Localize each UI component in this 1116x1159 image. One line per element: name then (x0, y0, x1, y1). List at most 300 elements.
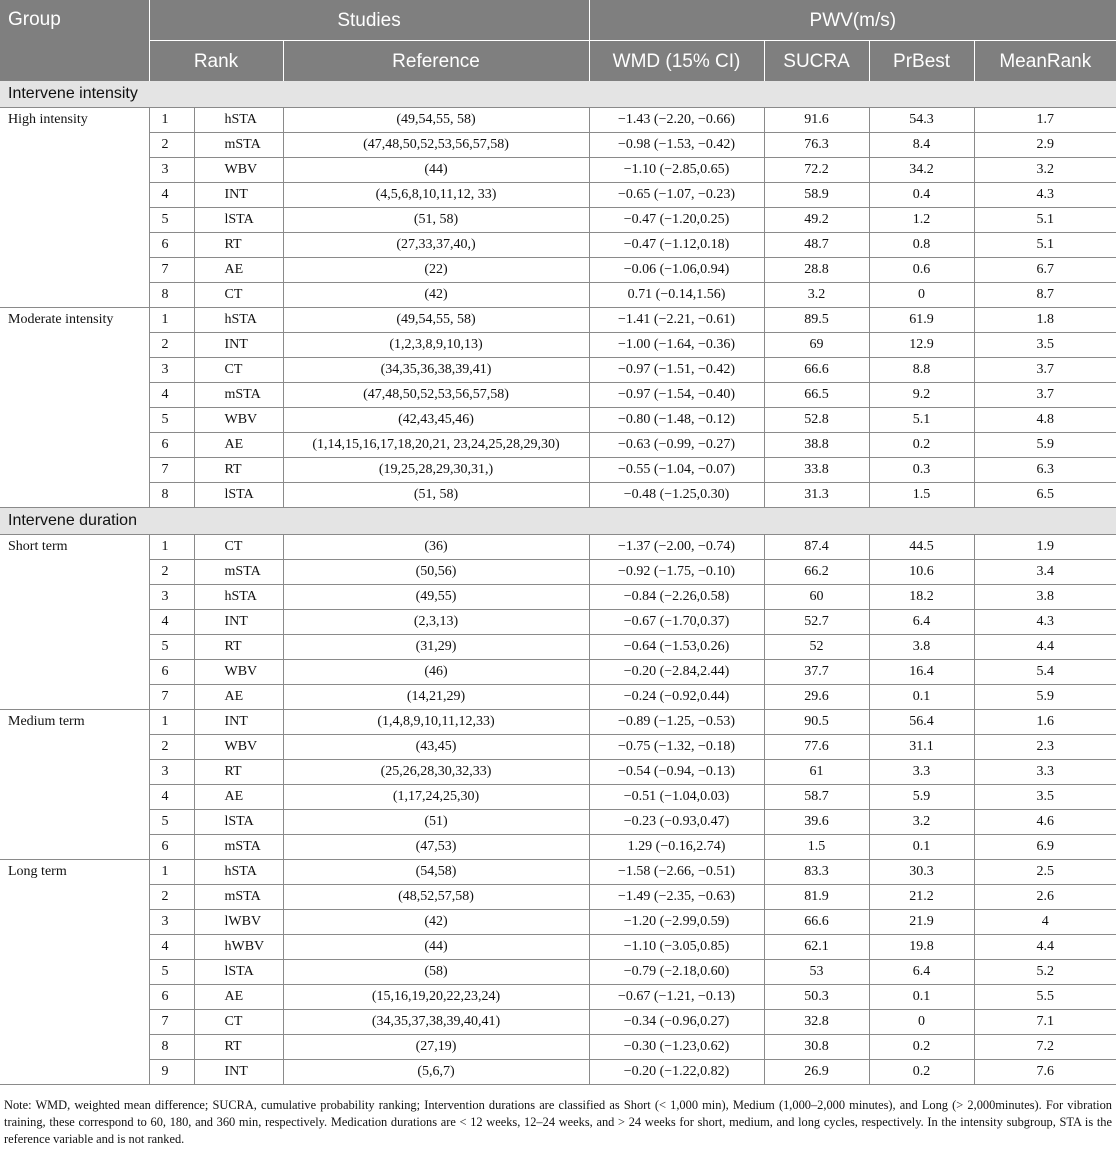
table-row (0, 183, 1116, 208)
wmd-cell: 0.71 (−0.14,1.56) (589, 283, 764, 308)
table-row (0, 760, 1116, 785)
reference-cell: (27,19) (283, 1035, 589, 1060)
reference-cell: (5,6,7) (283, 1060, 589, 1085)
reference-cell: (42) (283, 910, 589, 935)
rank-cell: 6 (149, 433, 194, 458)
table-row (0, 458, 1116, 483)
table-row (0, 735, 1116, 760)
meanrank-cell: 5.9 (974, 685, 1116, 710)
table-row (0, 258, 1116, 283)
rank-cell: 1 (149, 710, 194, 735)
prbest-cell: 30.3 (869, 860, 974, 885)
sucra-cell: 52.7 (764, 610, 869, 635)
reference-cell: (47,48,50,52,53,56,57,58) (283, 133, 589, 158)
reference-cell: (27,33,37,40,) (283, 233, 589, 258)
prbest-cell: 8.8 (869, 358, 974, 383)
table-row (0, 308, 1116, 333)
treatment-cell: INT (194, 333, 283, 358)
rank-cell: 7 (149, 685, 194, 710)
prbest-cell: 3.3 (869, 760, 974, 785)
sucra-cell: 32.8 (764, 1010, 869, 1035)
treatment-cell: AE (194, 258, 283, 283)
treatment-cell: AE (194, 433, 283, 458)
treatment-cell: mSTA (194, 835, 283, 860)
sucra-cell: 77.6 (764, 735, 869, 760)
prbest-cell: 61.9 (869, 308, 974, 333)
wmd-cell: −0.48 (−1.25,0.30) (589, 483, 764, 508)
group-label: Short term (0, 535, 149, 710)
rank-cell: 4 (149, 610, 194, 635)
table-row (0, 810, 1116, 835)
treatment-cell: CT (194, 535, 283, 560)
meanrank-cell: 5.1 (974, 208, 1116, 233)
table-row (0, 358, 1116, 383)
wmd-cell: −0.20 (−2.84,2.44) (589, 660, 764, 685)
meanrank-cell: 2.9 (974, 133, 1116, 158)
wmd-cell: −0.23 (−0.93,0.47) (589, 810, 764, 835)
treatment-cell: INT (194, 1060, 283, 1085)
wmd-cell: −0.67 (−1.70,0.37) (589, 610, 764, 635)
prbest-cell: 1.5 (869, 483, 974, 508)
meanrank-cell: 3.3 (974, 760, 1116, 785)
wmd-cell: −0.64 (−1.53,0.26) (589, 635, 764, 660)
table-row (0, 133, 1116, 158)
meanrank-cell: 1.6 (974, 710, 1116, 735)
table-row (0, 1010, 1116, 1035)
reference-cell: (25,26,28,30,32,33) (283, 760, 589, 785)
header-reference: Reference (283, 41, 589, 82)
meanrank-cell: 4.6 (974, 810, 1116, 835)
sucra-cell: 52 (764, 635, 869, 660)
wmd-cell: −0.47 (−1.20,0.25) (589, 208, 764, 233)
prbest-cell: 5.9 (869, 785, 974, 810)
header-pwv: PWV(m/s) (589, 0, 1116, 41)
meanrank-cell: 6.3 (974, 458, 1116, 483)
wmd-cell: −0.98 (−1.53, −0.42) (589, 133, 764, 158)
reference-cell: (36) (283, 535, 589, 560)
meanrank-cell: 2.3 (974, 735, 1116, 760)
prbest-cell: 21.9 (869, 910, 974, 935)
meanrank-cell: 3.7 (974, 358, 1116, 383)
table-row (0, 935, 1116, 960)
treatment-cell: CT (194, 358, 283, 383)
treatment-cell: INT (194, 183, 283, 208)
rank-cell: 9 (149, 1060, 194, 1085)
sucra-cell: 76.3 (764, 133, 869, 158)
reference-cell: (42,43,45,46) (283, 408, 589, 433)
section-title: Intervene duration (0, 508, 1116, 535)
rank-cell: 1 (149, 308, 194, 333)
header-group: Group (0, 0, 149, 81)
rank-cell: 3 (149, 910, 194, 935)
wmd-cell: −0.63 (−0.99, −0.27) (589, 433, 764, 458)
wmd-cell: −1.37 (−2.00, −0.74) (589, 535, 764, 560)
table-row (0, 158, 1116, 183)
rank-cell: 5 (149, 408, 194, 433)
reference-cell: (22) (283, 258, 589, 283)
table-header (0, 0, 1116, 81)
sucra-cell: 50.3 (764, 985, 869, 1010)
rank-cell: 6 (149, 835, 194, 860)
rank-cell: 4 (149, 383, 194, 408)
treatment-cell: lSTA (194, 960, 283, 985)
sucra-cell: 66.5 (764, 383, 869, 408)
wmd-cell: −0.89 (−1.25, −0.53) (589, 710, 764, 735)
sucra-cell: 58.9 (764, 183, 869, 208)
treatment-cell: WBV (194, 408, 283, 433)
rank-cell: 6 (149, 233, 194, 258)
reference-cell: (50,56) (283, 560, 589, 585)
reference-cell: (51, 58) (283, 208, 589, 233)
treatment-cell: AE (194, 785, 283, 810)
prbest-cell: 8.4 (869, 133, 974, 158)
prbest-cell: 21.2 (869, 885, 974, 910)
treatment-cell: mSTA (194, 885, 283, 910)
prbest-cell: 0.2 (869, 1035, 974, 1060)
meanrank-cell: 5.1 (974, 233, 1116, 258)
prbest-cell: 0.2 (869, 433, 974, 458)
table-row (0, 860, 1116, 885)
sucra-cell: 49.2 (764, 208, 869, 233)
reference-cell: (46) (283, 660, 589, 685)
reference-cell: (1,4,8,9,10,11,12,33) (283, 710, 589, 735)
meanrank-cell: 1.9 (974, 535, 1116, 560)
sucra-cell: 89.5 (764, 308, 869, 333)
sucra-cell: 58.7 (764, 785, 869, 810)
table-row (0, 433, 1116, 458)
section-header-row (0, 81, 1116, 108)
treatment-cell: hSTA (194, 585, 283, 610)
meanrank-cell: 3.8 (974, 585, 1116, 610)
treatment-cell: CT (194, 1010, 283, 1035)
prbest-cell: 6.4 (869, 610, 974, 635)
meanrank-cell: 5.9 (974, 433, 1116, 458)
treatment-cell: lSTA (194, 810, 283, 835)
group-label: Moderate intensity (0, 308, 149, 508)
rank-cell: 8 (149, 1035, 194, 1060)
table-row (0, 985, 1116, 1010)
table-row (0, 208, 1116, 233)
table-row (0, 483, 1116, 508)
sucra-cell: 3.2 (764, 283, 869, 308)
wmd-cell: −0.84 (−2.26,0.58) (589, 585, 764, 610)
treatment-cell: AE (194, 685, 283, 710)
wmd-cell: −0.51 (−1.04,0.03) (589, 785, 764, 810)
table-row (0, 1060, 1116, 1085)
meanrank-cell: 1.7 (974, 108, 1116, 133)
sucra-cell: 91.6 (764, 108, 869, 133)
reference-cell: (49,55) (283, 585, 589, 610)
meanrank-cell: 4.3 (974, 610, 1116, 635)
sucra-cell: 53 (764, 960, 869, 985)
prbest-cell: 6.4 (869, 960, 974, 985)
treatment-cell: mSTA (194, 560, 283, 585)
prbest-cell: 0.1 (869, 835, 974, 860)
meanrank-cell: 7.2 (974, 1035, 1116, 1060)
reference-cell: (44) (283, 935, 589, 960)
wmd-cell: 1.29 (−0.16,2.74) (589, 835, 764, 860)
reference-cell: (51) (283, 810, 589, 835)
treatment-cell: lSTA (194, 483, 283, 508)
sucra-cell: 60 (764, 585, 869, 610)
wmd-cell: −0.24 (−0.92,0.44) (589, 685, 764, 710)
meanrank-cell: 7.6 (974, 1060, 1116, 1085)
wmd-cell: −1.58 (−2.66, −0.51) (589, 860, 764, 885)
rank-cell: 1 (149, 108, 194, 133)
rank-cell: 3 (149, 358, 194, 383)
wmd-cell: −1.10 (−3.05,0.85) (589, 935, 764, 960)
wmd-cell: −1.00 (−1.64, −0.36) (589, 333, 764, 358)
treatment-cell: AE (194, 985, 283, 1010)
rank-cell: 6 (149, 660, 194, 685)
prbest-cell: 0.2 (869, 1060, 974, 1085)
sucra-cell: 72.2 (764, 158, 869, 183)
prbest-cell: 3.2 (869, 810, 974, 835)
prbest-cell: 54.3 (869, 108, 974, 133)
group-label: Medium term (0, 710, 149, 860)
table-row (0, 283, 1116, 308)
header-prbest: PrBest (869, 41, 974, 82)
table-row (0, 333, 1116, 358)
prbest-cell: 0.6 (869, 258, 974, 283)
wmd-cell: −0.92 (−1.75, −0.10) (589, 560, 764, 585)
meanrank-cell: 7.1 (974, 1010, 1116, 1035)
sucra-cell: 38.8 (764, 433, 869, 458)
treatment-cell: mSTA (194, 383, 283, 408)
rank-cell: 2 (149, 735, 194, 760)
reference-cell: (47,48,50,52,53,56,57,58) (283, 383, 589, 408)
sucra-cell: 66.6 (764, 358, 869, 383)
reference-cell: (47,53) (283, 835, 589, 860)
sucra-cell: 37.7 (764, 660, 869, 685)
sucra-cell: 83.3 (764, 860, 869, 885)
sucra-cell: 39.6 (764, 810, 869, 835)
prbest-cell: 18.2 (869, 585, 974, 610)
meanrank-cell: 3.4 (974, 560, 1116, 585)
reference-cell: (49,54,55, 58) (283, 108, 589, 133)
meanrank-cell: 1.8 (974, 308, 1116, 333)
wmd-cell: −0.97 (−1.51, −0.42) (589, 358, 764, 383)
prbest-cell: 56.4 (869, 710, 974, 735)
sucra-cell: 52.8 (764, 408, 869, 433)
prbest-cell: 5.1 (869, 408, 974, 433)
rank-cell: 7 (149, 1010, 194, 1035)
wmd-cell: −0.47 (−1.12,0.18) (589, 233, 764, 258)
table-row (0, 910, 1116, 935)
prbest-cell: 12.9 (869, 333, 974, 358)
treatment-cell: RT (194, 635, 283, 660)
meanrank-cell: 5.2 (974, 960, 1116, 985)
table-row (0, 1035, 1116, 1060)
reference-cell: (54,58) (283, 860, 589, 885)
prbest-cell: 0.1 (869, 985, 974, 1010)
wmd-cell: −1.41 (−2.21, −0.61) (589, 308, 764, 333)
wmd-cell: −1.43 (−2.20, −0.66) (589, 108, 764, 133)
table-row (0, 610, 1116, 635)
prbest-cell: 10.6 (869, 560, 974, 585)
meanrank-cell: 6.9 (974, 835, 1116, 860)
table-row (0, 960, 1116, 985)
prbest-cell: 0.4 (869, 183, 974, 208)
table-row (0, 383, 1116, 408)
prbest-cell: 1.2 (869, 208, 974, 233)
prbest-cell: 0.1 (869, 685, 974, 710)
group-label: Long term (0, 860, 149, 1085)
sucra-cell: 26.9 (764, 1060, 869, 1085)
meanrank-cell: 8.7 (974, 283, 1116, 308)
treatment-cell: WBV (194, 158, 283, 183)
prbest-cell: 0 (869, 1010, 974, 1035)
meanrank-cell: 3.5 (974, 785, 1116, 810)
treatment-cell: hSTA (194, 108, 283, 133)
table-row (0, 885, 1116, 910)
table-row (0, 560, 1116, 585)
table-row (0, 835, 1116, 860)
meanrank-cell: 2.6 (974, 885, 1116, 910)
reference-cell: (48,52,57,58) (283, 885, 589, 910)
treatment-cell: hSTA (194, 860, 283, 885)
wmd-cell: −0.75 (−1.32, −0.18) (589, 735, 764, 760)
treatment-cell: RT (194, 760, 283, 785)
reference-cell: (51, 58) (283, 483, 589, 508)
wmd-cell: −1.49 (−2.35, −0.63) (589, 885, 764, 910)
reference-cell: (42) (283, 283, 589, 308)
rank-cell: 2 (149, 133, 194, 158)
treatment-cell: RT (194, 458, 283, 483)
reference-cell: (44) (283, 158, 589, 183)
sucra-cell: 33.8 (764, 458, 869, 483)
prbest-cell: 0 (869, 283, 974, 308)
treatment-cell: hWBV (194, 935, 283, 960)
meanrank-cell: 3.7 (974, 383, 1116, 408)
rank-cell: 6 (149, 985, 194, 1010)
sucra-cell: 29.6 (764, 685, 869, 710)
prbest-cell: 9.2 (869, 383, 974, 408)
header-rank: Rank (149, 41, 283, 82)
treatment-cell: lSTA (194, 208, 283, 233)
prbest-cell: 31.1 (869, 735, 974, 760)
rank-cell: 5 (149, 810, 194, 835)
prbest-cell: 0.3 (869, 458, 974, 483)
wmd-cell: −0.97 (−1.54, −0.40) (589, 383, 764, 408)
table-row (0, 585, 1116, 610)
sucra-cell: 31.3 (764, 483, 869, 508)
rank-cell: 5 (149, 635, 194, 660)
meanrank-cell: 6.5 (974, 483, 1116, 508)
table-row (0, 785, 1116, 810)
table-row (0, 408, 1116, 433)
reference-cell: (43,45) (283, 735, 589, 760)
header-studies: Studies (149, 0, 589, 41)
treatment-cell: CT (194, 283, 283, 308)
wmd-cell: −0.65 (−1.07, −0.23) (589, 183, 764, 208)
meanrank-cell: 3.2 (974, 158, 1116, 183)
reference-cell: (4,5,6,8,10,11,12, 33) (283, 183, 589, 208)
sucra-cell: 28.8 (764, 258, 869, 283)
table-row (0, 685, 1116, 710)
reference-cell: (1,17,24,25,30) (283, 785, 589, 810)
section-header-row (0, 508, 1116, 535)
sucra-cell: 48.7 (764, 233, 869, 258)
table-row (0, 233, 1116, 258)
wmd-cell: −0.30 (−1.23,0.62) (589, 1035, 764, 1060)
treatment-cell: RT (194, 233, 283, 258)
reference-cell: (49,54,55, 58) (283, 308, 589, 333)
rank-cell: 3 (149, 158, 194, 183)
meanrank-cell: 4.4 (974, 935, 1116, 960)
treatment-cell: lWBV (194, 910, 283, 935)
reference-cell: (58) (283, 960, 589, 985)
rank-cell: 1 (149, 535, 194, 560)
rank-cell: 3 (149, 585, 194, 610)
meanrank-cell: 5.4 (974, 660, 1116, 685)
treatment-cell: INT (194, 610, 283, 635)
prbest-cell: 3.8 (869, 635, 974, 660)
prbest-cell: 44.5 (869, 535, 974, 560)
sucra-cell: 87.4 (764, 535, 869, 560)
prbest-cell: 0.8 (869, 233, 974, 258)
reference-cell: (1,2,3,8,9,10,13) (283, 333, 589, 358)
table-row (0, 660, 1116, 685)
wmd-cell: −0.80 (−1.48, −0.12) (589, 408, 764, 433)
sucra-cell: 61 (764, 760, 869, 785)
rank-cell: 4 (149, 183, 194, 208)
sucra-cell: 69 (764, 333, 869, 358)
sucra-cell: 62.1 (764, 935, 869, 960)
treatment-cell: mSTA (194, 133, 283, 158)
sucra-cell: 1.5 (764, 835, 869, 860)
sucra-cell: 66.2 (764, 560, 869, 585)
table-row (0, 635, 1116, 660)
sucra-cell: 81.9 (764, 885, 869, 910)
sucra-cell: 90.5 (764, 710, 869, 735)
reference-cell: (34,35,36,38,39,41) (283, 358, 589, 383)
rank-cell: 7 (149, 458, 194, 483)
meanrank-cell: 2.5 (974, 860, 1116, 885)
header-sucra: SUCRA (764, 41, 869, 82)
treatment-cell: WBV (194, 735, 283, 760)
reference-cell: (31,29) (283, 635, 589, 660)
header-wmd: WMD (15% CI) (589, 41, 764, 82)
prbest-cell: 19.8 (869, 935, 974, 960)
meanrank-cell: 4.8 (974, 408, 1116, 433)
meanrank-cell: 4 (974, 910, 1116, 935)
wmd-cell: −0.34 (−0.96,0.27) (589, 1010, 764, 1035)
meanrank-cell: 3.5 (974, 333, 1116, 358)
table-row (0, 535, 1116, 560)
meanrank-cell: 4.4 (974, 635, 1116, 660)
table-row (0, 710, 1116, 735)
prbest-cell: 16.4 (869, 660, 974, 685)
treatment-cell: RT (194, 1035, 283, 1060)
rank-cell: 8 (149, 283, 194, 308)
rank-cell: 5 (149, 208, 194, 233)
treatment-cell: INT (194, 710, 283, 735)
rank-cell: 1 (149, 860, 194, 885)
rank-cell: 7 (149, 258, 194, 283)
reference-cell: (19,25,28,29,30,31,) (283, 458, 589, 483)
table-row (0, 108, 1116, 133)
rank-cell: 2 (149, 885, 194, 910)
reference-cell: (1,14,15,16,17,18,20,21, 23,24,25,28,29,30) (283, 433, 589, 458)
wmd-cell: −1.10 (−2.85,0.65) (589, 158, 764, 183)
wmd-cell: −0.06 (−1.06,0.94) (589, 258, 764, 283)
sucra-cell: 30.8 (764, 1035, 869, 1060)
wmd-cell: −1.20 (−2.99,0.59) (589, 910, 764, 935)
sucra-cell: 66.6 (764, 910, 869, 935)
section-title: Intervene intensity (0, 81, 1116, 108)
meanrank-cell: 4.3 (974, 183, 1116, 208)
